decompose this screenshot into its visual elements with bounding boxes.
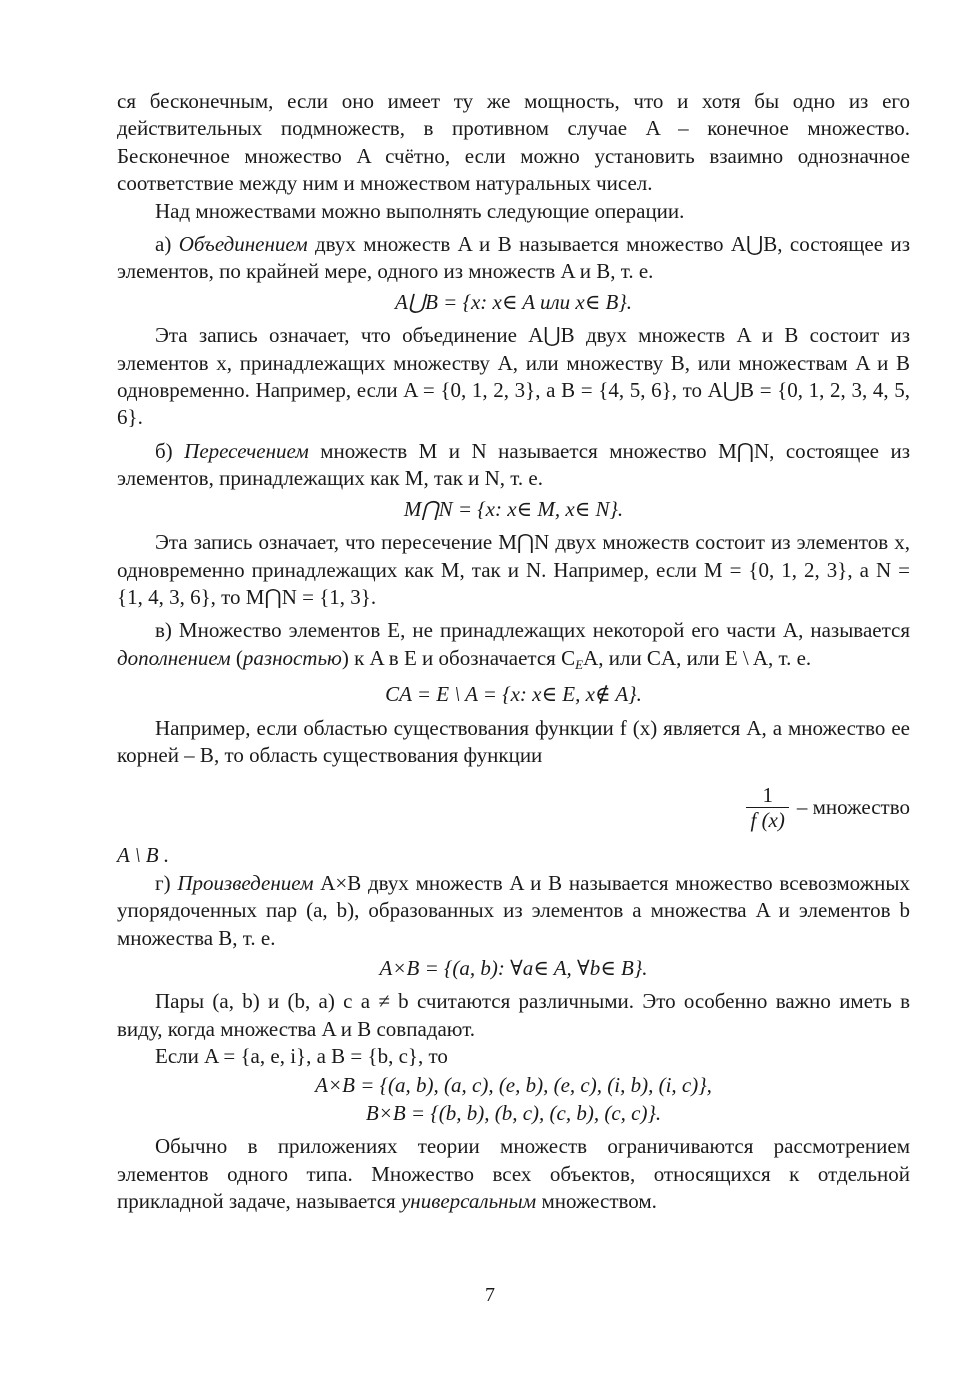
paragraph-intersection-definition <box>117 438 910 493</box>
closing-text: Обычно в приложениях теории множеств ограничиваются рассмотрением элементов одного типа. Множество всех объектов, относящихся к отдельной прикладной задаче, называется <box>117 1134 910 1214</box>
complement-term: дополнением <box>117 645 231 670</box>
product-example-formula-2: B×B = {(b, b), (b, c), (c, b), (c, c)}. <box>365 1101 662 1125</box>
paragraph-operations-intro: Над множествами можно выполнять следующие операции. <box>155 198 685 223</box>
product-example-formula-1: A×B = {(a, b), (a, c), (e, b), (e, c), (i, b), (i, c)}, <box>315 1072 712 1097</box>
paragraph-union-explanation: Эта запись означает, что объединение A⋃B двух множеств A и B состоит из элементов x, принадлежащих множеству A, или множеству B, или множествам A и B одновременно. Например, если A = {0, 1, 2, 3}, а B = {4, 5, 6}, то A⋃B = {0, 1, 2, 3, 4, 5, 6}. <box>117 323 910 430</box>
fraction-numerator: 1 <box>746 783 788 808</box>
product-term: Произведением <box>177 870 314 895</box>
function-example-result: A \ B . <box>117 843 170 868</box>
union-formula: A⋃B = {x: x∈ A или x∈ B}. <box>395 289 632 314</box>
union-text: двух множеств A и B называется множество A⋃B, состоящее из элементов, по крайней мере, одного из множеств A и B, т. е. <box>117 232 910 284</box>
product-text: A×B двух множеств A и B называется множество всевозможных упорядоченных пар (a, b), образованных из элементов a множества A и элементов b множества B, т. е. <box>117 870 910 950</box>
closing-tail: множеством. <box>536 1189 657 1214</box>
intersection-term: Пересечением <box>184 438 309 463</box>
fraction-denominator: f (x) <box>750 808 785 833</box>
complement-subscript: E <box>575 656 584 672</box>
universal-term: универсальным <box>400 1189 537 1214</box>
product-formula: A×B = {(a, b): ∀a∈ A, ∀b∈ B}. <box>379 955 648 980</box>
complement-text-4: A, или CA, или E \ A, т. е. <box>583 645 812 670</box>
paragraph-example-sets: Если A = {a, e, i}, а B = {b, c}, то <box>155 1044 448 1069</box>
complement-text-2: ( <box>230 645 243 670</box>
complement-formula: CA = E \ A = {x: x∈ E, x∉ A}. <box>385 682 642 707</box>
paragraph-union-definition <box>117 231 910 286</box>
paragraph-intersection-explanation: Эта запись означает, что пересечение M⋂N двух множеств состоит из элементов x, одновременно принадлежащих как M, так и N. Например, если M = {0, 1, 2, 3}, а N = {1, 4, 3, 6}, то M⋂N = {1, 3}. <box>117 530 910 609</box>
paragraph-universal-set <box>117 1133 910 1215</box>
paragraph-function-example: Например, если областью существования функции f (x) является A, а множество ее корней – B, то область существования функции <box>117 715 910 767</box>
difference-term: разностью <box>242 645 342 670</box>
paragraph-ordered-pairs: Пары (a, b) и (b, a) с a ≠ b считаются различными. Это особенно важно иметь в виду, когда множества A и B совпадают. <box>117 989 910 1041</box>
product-label: г) <box>155 870 178 895</box>
intersection-formula: M⋂N = {x: x∈ M, x∈ N}. <box>403 496 624 521</box>
intersection-text: множеств M и N называется множество M⋂N, состоящее из элементов, принадлежащих как M, так и N, т. е. <box>117 438 910 491</box>
intersection-label: б) <box>155 438 185 463</box>
function-example-tail: – множество <box>796 795 910 820</box>
complement-text-1: в) Множество элементов E, не принадлежащих некоторой его части A, называется <box>155 618 910 643</box>
page-content <box>117 88 910 1216</box>
union-term: Объединением <box>178 232 308 257</box>
fraction <box>746 783 788 832</box>
function-example-fraction-line <box>117 783 910 832</box>
paragraph-complement-definition <box>117 617 910 678</box>
paragraph-infinite-sets: ся бесконечным, если оно имеет ту же мощность, что и хотя бы одно из его действительных подмножеств, в противном случае A – конечное множество. Бесконечное множество A счётно, если можно установить взаимно однозначное соответствие между ним и множеством натуральных чисел. <box>117 89 910 196</box>
page-number: 7 <box>485 1284 495 1306</box>
complement-text-3: ) к A в E и обозначается C <box>341 645 576 670</box>
union-label: а) <box>155 232 179 257</box>
paragraph-product-definition <box>117 870 910 952</box>
